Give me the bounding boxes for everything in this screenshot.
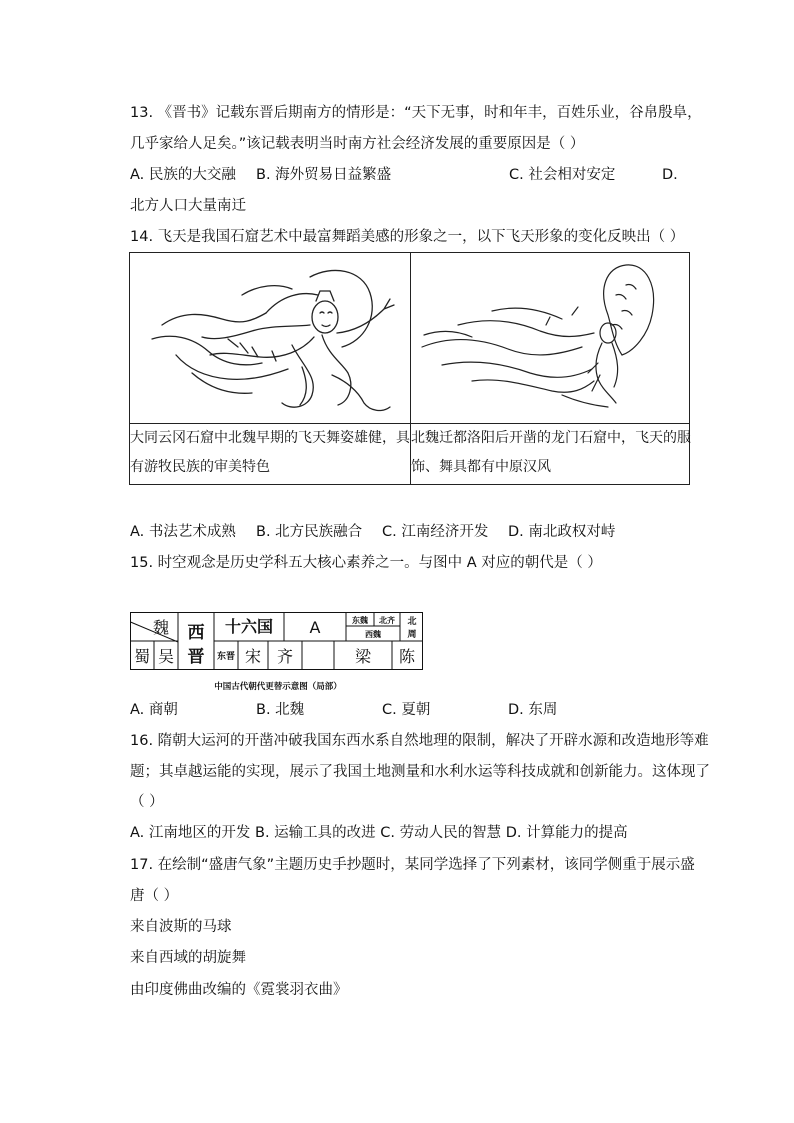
q16-line1: 16. 隋朝大运河的开凿冲破我国东西水系自然地理的限制，解决了开辟水源和改造地形等难: [130, 733, 709, 749]
q15-option-c: C. 夏朝: [382, 702, 431, 718]
chart-zhou: 周: [407, 630, 417, 640]
q14-caption-right: 北魏迁都洛阳后开凿的龙门石窟中，飞天的服 饰、舞具都有中原汉风: [411, 430, 691, 475]
q14-option-b: B. 北方民族融合: [256, 524, 363, 540]
q15-stem: 15. 时空观念是历史学科五大核心素养之一。与图中 A 对应的朝代是（ ）: [130, 555, 602, 571]
q17-line2: 唐（ ）: [130, 888, 179, 904]
q17-line1: 17. 在绘制“盛唐气象”主题历史手抄题时，某同学选择了下列素材，该同学侧重于展示盛: [130, 857, 695, 873]
q13-line1: 13. 《晋书》记载东晋后期南方的情形是：“天下无事，时和年丰，百姓乐业，谷帛殷阜，: [130, 105, 702, 121]
chart-shu: 蜀: [133, 647, 151, 666]
q15-option-a: A. 商朝: [130, 702, 178, 718]
q17-material-3: 由印度佛曲改编的《霓裳羽衣曲》: [130, 982, 348, 998]
q15-option-d: D. 东周: [508, 702, 558, 718]
dynasty-chart: [130, 612, 426, 698]
chart-a: A: [309, 618, 321, 637]
chart-wu: 吴: [157, 647, 175, 666]
q14-option-d: D. 南北政权对峙: [508, 524, 616, 540]
q13-option-a: A. 民族的大交融: [130, 167, 236, 183]
q15-option-b: B. 北魏: [256, 702, 305, 718]
chart-wei: 魏: [152, 618, 170, 637]
chart-dongjin: 东晋: [216, 652, 236, 662]
q14-stem: 14. 飞天是我国石窟艺术中最富舞蹈美感的形象之一，以下飞天形象的变化反映出（ ）: [130, 229, 685, 245]
chart-jin: 晋: [187, 647, 205, 667]
chart-chen: 陈: [398, 647, 416, 666]
chart-xiwei: 西魏: [365, 630, 381, 639]
longmen-apsara-illustration: [412, 255, 688, 421]
q13-option-d: D.: [662, 167, 678, 183]
chart-beiqi: 北齐: [379, 616, 395, 625]
q17-material-1: 来自波斯的马球: [130, 919, 232, 935]
q14-option-c: C. 江南经济开发: [382, 524, 489, 540]
q16-line3: （ ）: [130, 794, 164, 810]
q14-caption-left: 大同云冈石窟中北魏早期的飞天舞姿雄健，具 有游牧民族的审美特色: [130, 430, 410, 475]
chart-liang: 梁: [354, 647, 372, 666]
q13-option-c: C. 社会相对安定: [509, 167, 616, 183]
q14-image-table: [129, 252, 690, 485]
chart-shiliuguo: 十六国: [224, 617, 274, 636]
chart-song: 宋: [244, 647, 262, 666]
q16-options: A. 江南地区的开发 B. 运输工具的改进 C. 劳动人民的智慧 D. 计算能力的提高: [130, 825, 628, 841]
chart-xi: 西: [187, 623, 205, 643]
yungang-apsara-illustration: [132, 255, 408, 421]
q13-option-b: B. 海外贸易日益繁盛: [256, 167, 392, 183]
chart-dongwei: 东魏: [352, 616, 368, 625]
chart-caption: 中国古代朝代更替示意图（局部）: [214, 682, 342, 692]
chart-qi: 齐: [276, 647, 294, 666]
chart-bei: 北: [407, 617, 417, 627]
q14-option-a: A. 书法艺术成熟: [130, 524, 236, 540]
q13-line2: 几乎家给人足矣。”该记载表明当时南方社会经济发展的重要原因是（ ）: [130, 136, 585, 152]
q13-option-d-text: 北方人口大量南迁: [130, 198, 246, 214]
q16-line2: 题；其卓越运能的实现，展示了我国土地测量和水利水运等科技成就和创新能力。这体现了: [130, 764, 710, 780]
q17-material-2: 来自西域的胡旋舞: [130, 950, 246, 966]
